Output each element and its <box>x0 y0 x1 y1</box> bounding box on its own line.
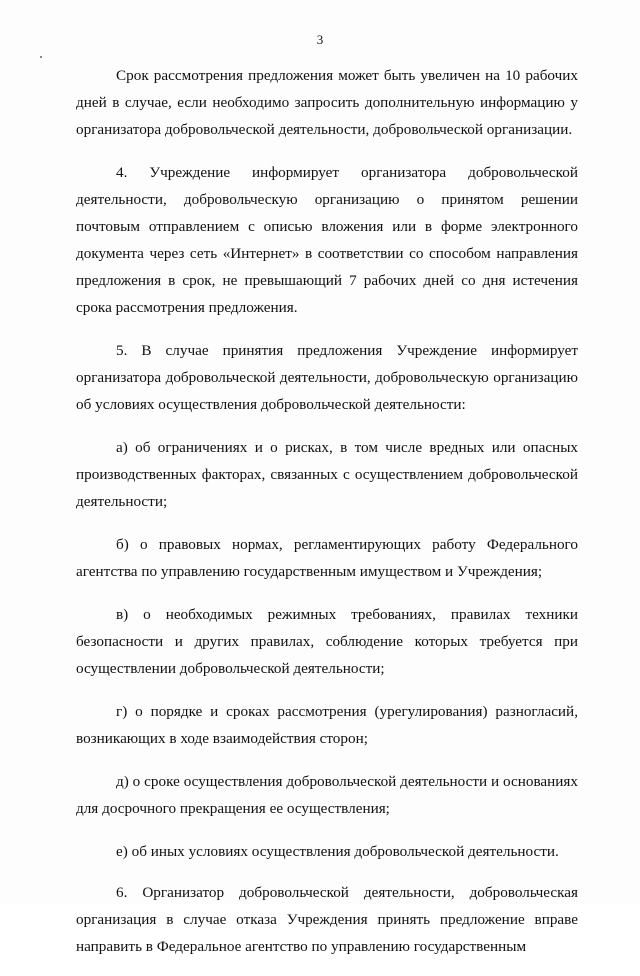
paragraph-6-appeal: 6. Организатор добровольческой деятельности, добровольческая организация в случае отказа Учреждения принять предложение вправе направить в Федеральное агентство по управлению государственным <box>76 884 578 955</box>
page-number: 3 <box>316 32 324 47</box>
paragraph-4-decision-notice: 4. Учреждение информирует организатора добровольческой деятельности, добровольческую организацию о принятом решении почтовым отправлением с описью вложения или в форме электронного документа через сеть «Интернет» в соответствии со способом направления предложения в срок, не превышающий 7 рабочих дней со дня истечения срока рассмотрения предложения. <box>76 164 578 316</box>
paragraph-5-conditions: 5. В случае принятия предложения Учреждение информирует организатора добровольческой деятельности, добровольческую организацию об условиях осуществления добровольческой деятельности: <box>76 342 578 413</box>
list-item-a: а) об ограничениях и о рисках, в том числе вредных или опасных производственных факторах, связанных с осуществлением добровольческой деятельности; <box>76 439 578 510</box>
document-body <box>76 62 578 976</box>
list-item-b: б) о правовых нормах, регламентирующих работу Федерального агентства по управлению государственным имуществом и Учреждения; <box>76 536 578 580</box>
list-item-e: е) об иных условиях осуществления добровольческой деятельности. <box>116 843 559 860</box>
paragraph-review-extension: Срок рассмотрения предложения может быть увеличен на 10 рабочих дней в случае, если необходимо запросить дополнительную информацию у организатора добровольческой деятельности, добровольческой организации. <box>76 67 578 138</box>
list-item-v: в) о необходимых режимных требованиях, правилах техники безопасности и других правилах, соблюдение которых требуется при осуществлении добровольческой деятельности; <box>76 606 578 677</box>
list-item-g: г) о порядке и сроках рассмотрения (урегулирования) разногласий, возникающих в ходе взаимодействия сторон; <box>76 703 578 747</box>
scan-speck <box>40 56 42 58</box>
list-item-d: д) о сроке осуществления добровольческой деятельности и основаниях для досрочного прекращения ее осуществления; <box>76 773 578 817</box>
